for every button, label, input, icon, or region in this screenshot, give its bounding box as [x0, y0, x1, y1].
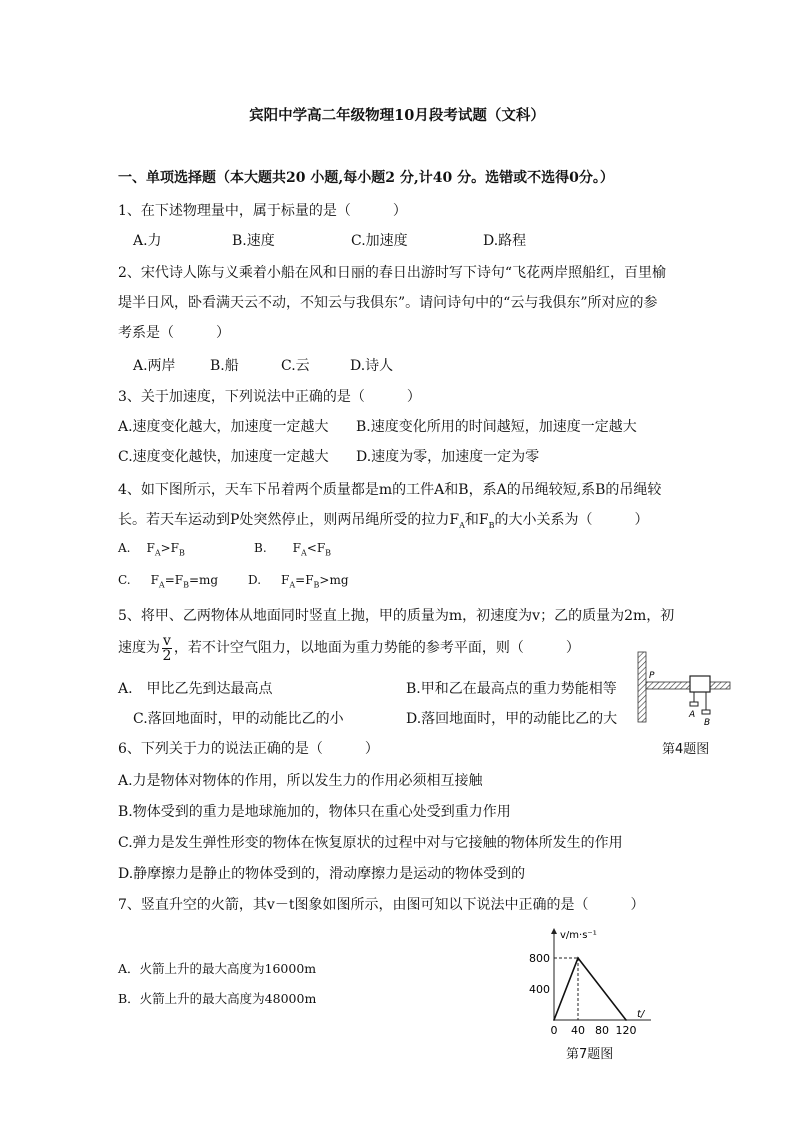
q1-stem: 1、在下述物理量中，属于标量的是（ ） — [118, 203, 407, 219]
q1-option-d: D.路程 — [483, 233, 527, 249]
q6-option-a: A.力是物体对物体的作用，所以发生力的作用必须相互接触 — [118, 773, 483, 789]
velocity-line — [554, 958, 626, 1020]
q5-option-c: C.落回地面时，甲的动能比乙的小 — [133, 711, 344, 727]
q4-line-1: 4、如下图所示，天车下吊着两个质量都是m的工件A和B，系A的吊绳较短,系B的吊绳较 — [118, 482, 662, 498]
q6-option-d: D.静摩擦力是静止的物体受到的，滑动摩擦力是运动的物体受到的 — [118, 866, 526, 882]
fig7-caption: 第7题图 — [566, 1047, 614, 1062]
q6-stem: 6、下列关于力的说法正确的是（ ） — [118, 741, 379, 757]
q6-option-b: B.物体受到的重力是地球施加的，物体只在重心处受到重力作用 — [118, 804, 511, 820]
q5-line-2: 速度为 $\frac{v}{2}$ ，若不计空气阻力，以地面为重力势能的参考平面，则（ ） — [118, 632, 580, 664]
x-tick-label: 40 — [571, 1024, 585, 1037]
q3-stem: 3、关于加速度，下列说法中正确的是（ ） — [118, 389, 421, 405]
q3-option-a: A.速度变化越大，加速度一定越大 — [118, 419, 329, 435]
q2-option-a: A.两岸 — [133, 358, 176, 374]
crane-diagram — [634, 650, 734, 730]
label-b: B — [704, 718, 711, 728]
data-point — [577, 957, 579, 959]
q3-option-d: D.速度为零，加速度一定为零 — [356, 449, 540, 465]
data-point — [625, 1019, 627, 1021]
page-title: 宾阳中学高二年级物理10月段考试题（文科） — [249, 107, 545, 124]
q5-line-1: 5、将甲、乙两物体从地面同时竖直上抛，甲的质量为m，初速度为v；乙的质量为2m，初 — [118, 608, 675, 624]
q4-option-b: B. $F_A<F_B$ — [254, 541, 332, 558]
label-a: A — [689, 710, 696, 720]
label-p: P — [649, 671, 655, 681]
q3-option-b: B.速度变化所用的时间越短，加速度一定越大 — [356, 419, 637, 435]
q2-option-c: C.云 — [281, 358, 310, 374]
q3-option-c: C.速度变化越快，加速度一定越大 — [118, 449, 329, 465]
q6-option-c: C.弹力是发生弹性形变的物体在恢复原状的过程中对与它接触的物体所发生的作用 — [118, 835, 623, 851]
q1-option-b: B.速度 — [232, 233, 275, 249]
wall — [638, 652, 646, 722]
q2-option-b: B.船 — [210, 358, 239, 374]
q5-option-a: A. 甲比乙先到达最高点 — [118, 681, 273, 697]
q4-option-d: D. $F_A=F_B>mg$ — [248, 573, 349, 590]
vt-chart — [525, 925, 665, 1040]
q2-option-d: D.诗人 — [350, 358, 394, 374]
q4-option-c: C. $F_A=F_B=mg$ — [118, 573, 219, 590]
q5-option-d: D.落回地面时，甲的动能比乙的大 — [406, 711, 618, 727]
q4-option-a: A. $F_A>F_B$ — [118, 541, 185, 558]
q7-option-b: B．火箭上升的最大高度为48000m — [118, 991, 317, 1006]
workpiece-a — [690, 702, 698, 706]
q7-option-a: A．火箭上升的最大高度为16000m — [118, 961, 317, 976]
q5-option-b: B.甲和乙在最高点的重力势能相等 — [406, 681, 617, 697]
q2-line-1: 2、宋代诗人陈与义乘着小船在风和日丽的春日出游时写下诗句“飞花两岸照船红，百里榆 — [118, 265, 667, 281]
x-tick-label: 80 — [595, 1024, 609, 1037]
x-tick-label: 0 — [550, 1024, 558, 1037]
q1-option-c: C.加速度 — [351, 233, 408, 249]
y-tick-label: 800 — [529, 952, 550, 965]
q2-line-2: 堤半日风，卧看满天云不动，不知云与我俱东”。请问诗句中的“云与我俱东”所对应的参 — [118, 295, 658, 311]
fig4-caption: 第4题图 — [662, 742, 710, 757]
trolley — [690, 676, 710, 692]
q4-line-2: 长。若天车运动到P处突然停止，则两吊绳所受的拉力$F_A$和$F_B$的大小关系为（ ） — [118, 512, 649, 530]
data-point — [553, 1019, 555, 1021]
rail — [646, 682, 730, 689]
y-tick-label: 400 — [529, 983, 550, 996]
y-axis-label: v/m·s⁻¹ — [560, 930, 597, 941]
q1-option-a: A.力 — [133, 233, 162, 249]
x-axis-label: t/ — [637, 1009, 645, 1020]
q5-fraction: $\frac{v}{2}$ — [162, 632, 172, 664]
q7-stem: 7、竖直升空的火箭，其v－t图象如图所示，由图可知以下说法中正确的是（ ） — [118, 897, 645, 913]
x-tick-label: 120 — [615, 1024, 637, 1037]
q2-line-3: 考系是（ ） — [118, 325, 230, 341]
section-heading: 一、单项选择题（本大题共20 小题,每小题2 分,计40 分。选错或不选得0分。） — [118, 170, 614, 186]
workpiece-b — [702, 710, 710, 714]
